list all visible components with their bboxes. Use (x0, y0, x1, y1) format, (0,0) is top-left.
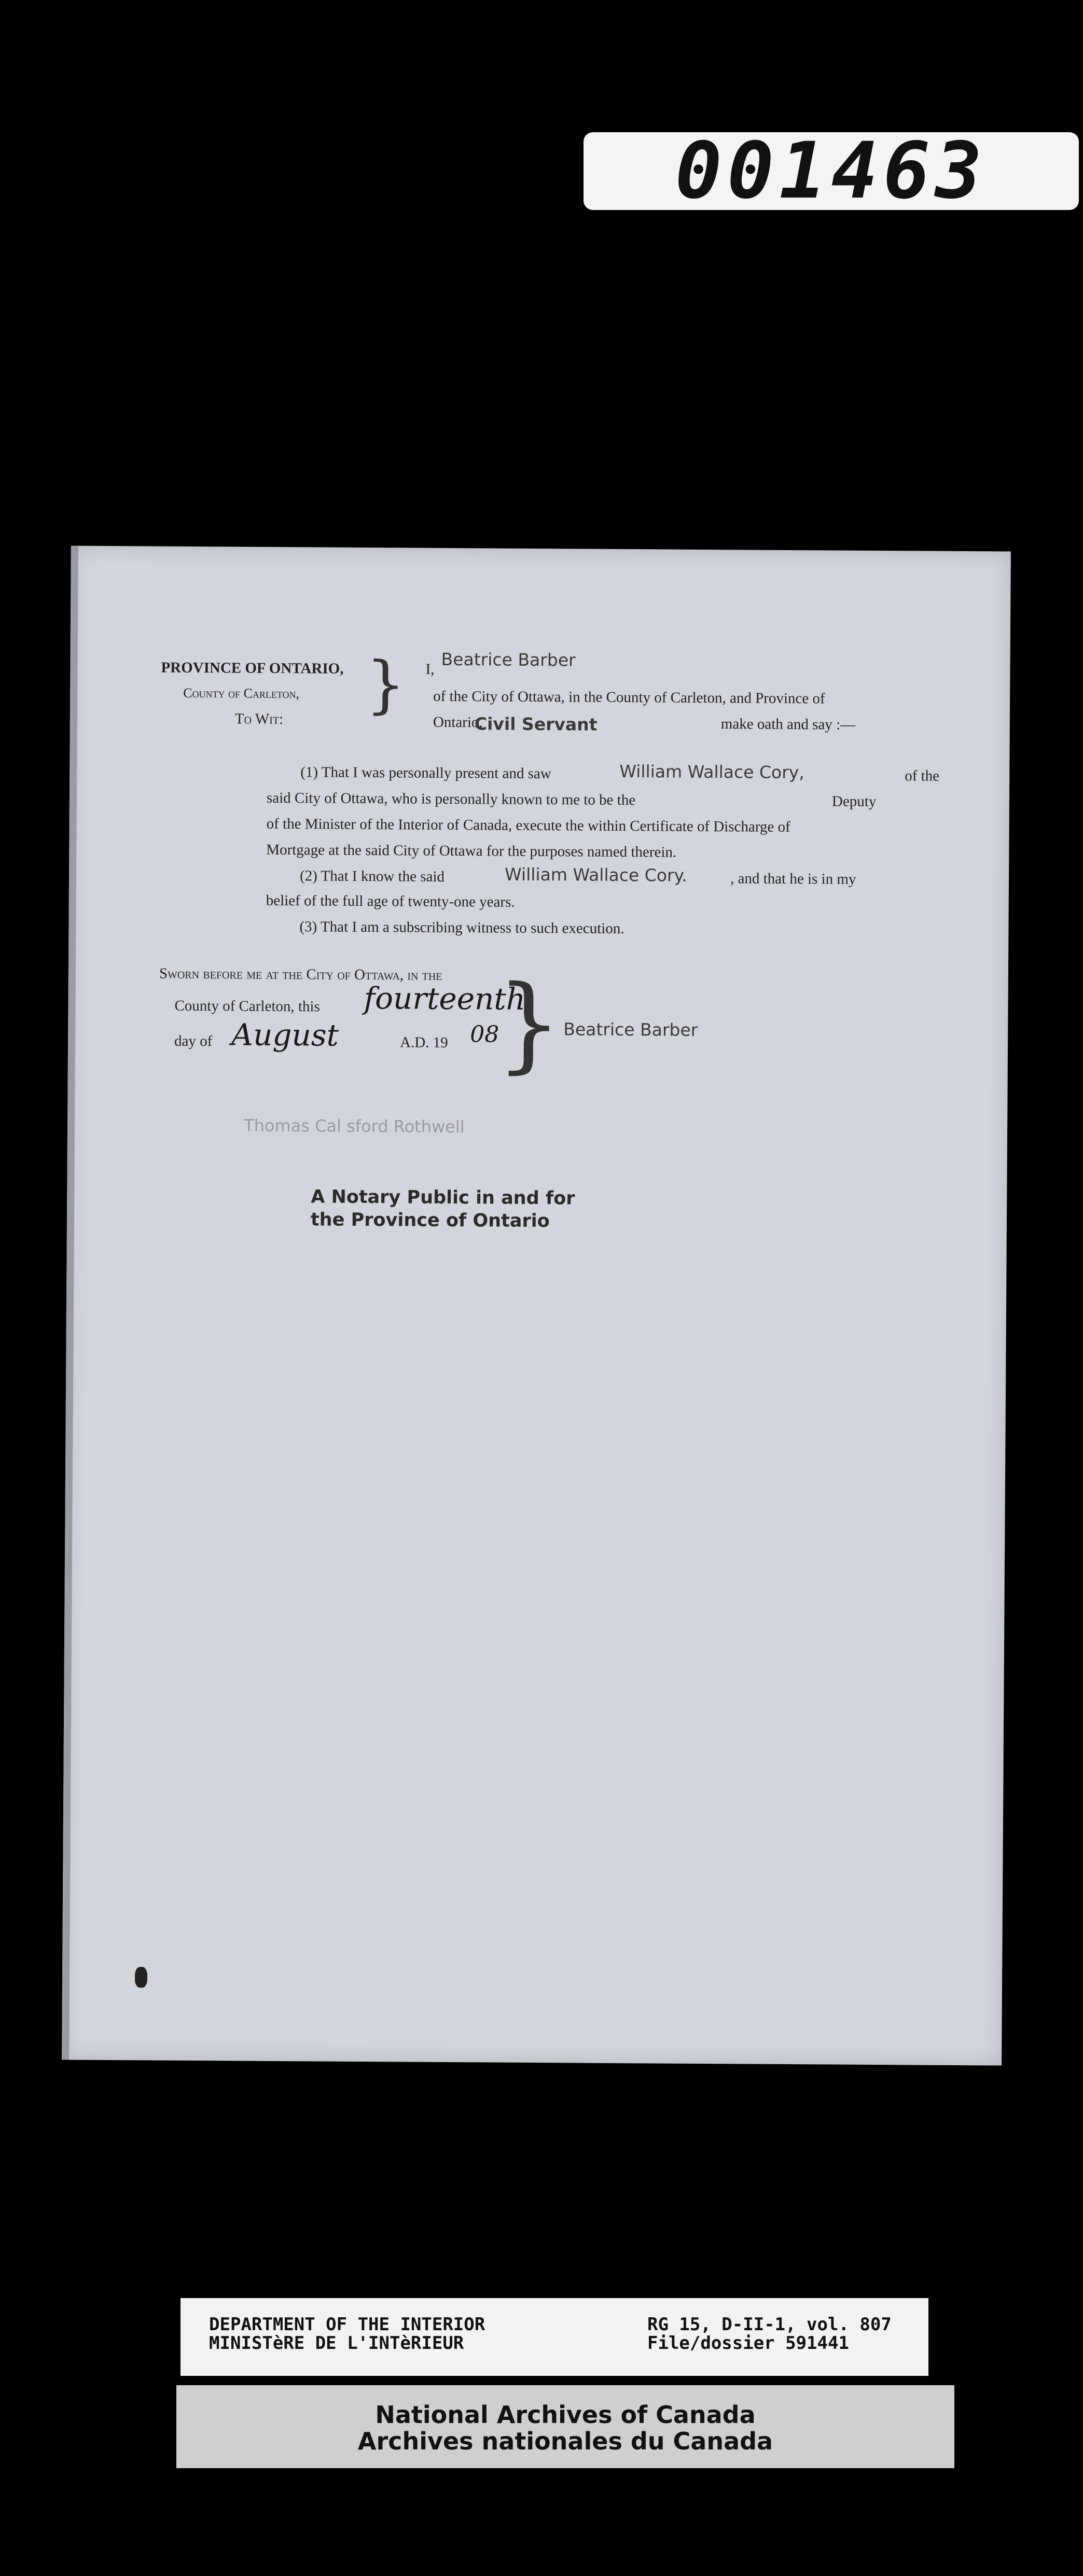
notary-line1: A Notary Public in and for (311, 1186, 575, 1209)
dept-fr: MINISTèRE DE L'INTèRIEUR (209, 2332, 464, 2354)
deponent-name: Beatrice Barber (441, 649, 576, 670)
commissioner-name-faint: Thomas Cal sford Rothwell (243, 1115, 465, 1137)
para1-line-a: (1) That I was personally present and saw (300, 764, 551, 782)
jurat-month-handwritten: August (231, 1017, 339, 1053)
para3: (3) That I am a subscribing witness to such execution. (299, 918, 624, 937)
para2-name: William Wallace Cory. (504, 864, 687, 886)
jurat-year-handwritten: 08 (470, 1021, 499, 1048)
archives-fr: Archives nationales du Canada (357, 2427, 773, 2455)
affidavit-line2-prefix: Ontario, (433, 713, 483, 731)
venue-county: County of Carleton, (183, 685, 300, 702)
para2-line-b: belief of the full age of twenty-one years. (266, 892, 515, 911)
venue-to-wit: To Wit: (234, 710, 284, 727)
affidavit-line2-suffix: make oath and say :— (720, 716, 856, 733)
archives-name-label (176, 2385, 954, 2468)
para1-line-d: Mortgage at the said City of Ottawa for the purposes named therein. (266, 841, 677, 861)
para1-line-b-end: Deputy (831, 793, 877, 810)
dept-en: DEPARTMENT OF THE INTERIOR (209, 2314, 485, 2335)
jurat-line3-prefix: day of (174, 1032, 213, 1050)
para2-line-a-end: , and that he is in my (730, 870, 856, 888)
sheet-edge (62, 545, 78, 2060)
occupation: Civil Servant (474, 713, 598, 735)
jurat-year-prefix: A.D. 19 (399, 1034, 448, 1051)
ref-line1: RG 15, D-II-1, vol. 807 (647, 2314, 892, 2335)
archives-en: National Archives of Canada (375, 2401, 756, 2429)
venue-province: PROVINCE OF ONTARIO, (161, 659, 344, 677)
notary-line2: the Province of Ontario (310, 1209, 550, 1231)
venue-brace: } (365, 648, 406, 721)
jurat-day-handwritten: fourteenth (364, 980, 526, 1017)
para1-line-b: said City of Ottawa, who is personally known to me to be the (266, 789, 636, 809)
ref-line2: File/dossier 591441 (647, 2332, 849, 2354)
affidavit-line1: of the City of Ottawa, in the County of Carleton, and Province of (433, 688, 825, 707)
jurat-line2: County of Carleton, this (174, 997, 320, 1015)
deponent-signature: Beatrice Barber (563, 1019, 698, 1040)
para1-name: William Wallace Cory, (619, 761, 804, 783)
deponent-prefix: I, (425, 661, 435, 678)
punch-mark (135, 1967, 147, 1987)
jurat-line1: Sworn before me at the City of Ottawa, in the (159, 965, 442, 984)
para2-line-a: (2) That I know the said (299, 867, 445, 885)
affidavit-sheet (62, 545, 1011, 2065)
jurat-brace: } (495, 963, 563, 1085)
notary-stamp (311, 1186, 575, 1233)
para1-line-a-end: of the (905, 767, 940, 785)
frame-number: 001463 (584, 132, 1079, 210)
para1-line-c: of the Minister of the Interior of Canada, execute the within Certificate of Discharge of (266, 815, 790, 835)
archive-reference-label (180, 2298, 928, 2376)
